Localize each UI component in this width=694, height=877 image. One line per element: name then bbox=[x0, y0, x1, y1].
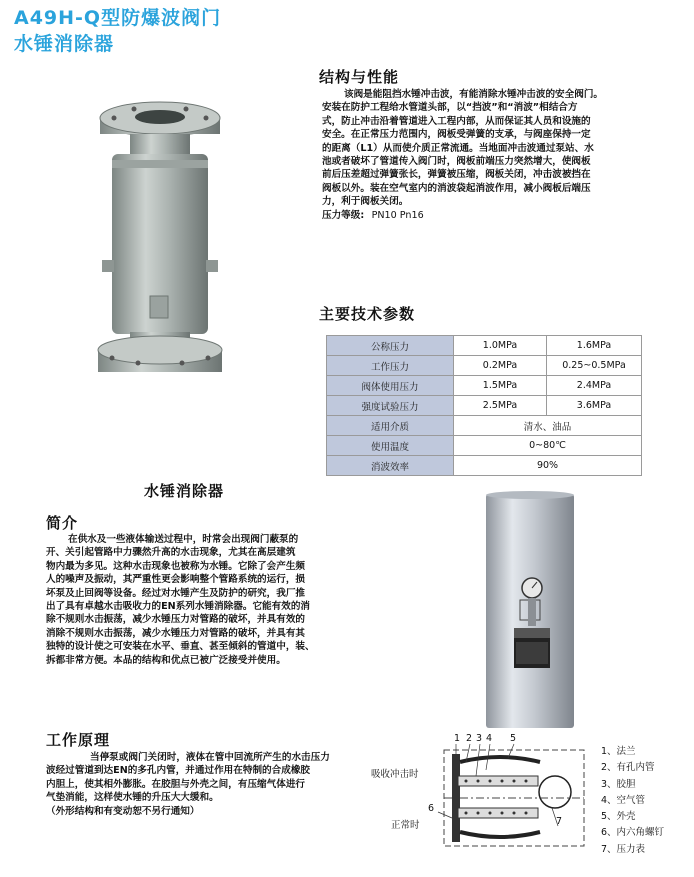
structure-paragraph bbox=[322, 88, 662, 222]
intro-paragraph bbox=[46, 533, 406, 667]
legend-item: 3、胶胆 bbox=[601, 778, 636, 790]
intro-line: 人的噪声及振动，其严重性更会影响整个管路系统的运行，损 bbox=[46, 574, 306, 586]
spec-label: 适用介质 bbox=[327, 416, 454, 436]
intro-line: 拆都非常方便。本品的结构和优点已被广泛接受并使用。 bbox=[46, 654, 286, 666]
hammer-heading: 水锤消除器 bbox=[144, 482, 225, 500]
structure-line: 力，利于阀板关闭。 bbox=[322, 196, 409, 208]
spec-label: 公称压力 bbox=[327, 336, 454, 356]
hammer-arrestor-image bbox=[484, 490, 576, 730]
intro-line: 开、关引起管路中力骤然升高的水击现象，尤其在高层建筑 bbox=[46, 547, 296, 559]
spec-label: 工作压力 bbox=[327, 356, 454, 376]
model-title: A49H-Q型防爆波阀门 bbox=[14, 7, 222, 29]
specs-heading: 主要技术参数 bbox=[319, 305, 416, 323]
intro-line: 除不规则水击振荡，减少水锤压力对管路的破坏，并具有效的 bbox=[46, 614, 306, 626]
principle-line: 内胆上，使其相外膨胀。在胶胆与外壳之间，有压缩气体进行 bbox=[46, 778, 306, 790]
structure-line: 前后压差超过弹簧张长，弹簧被压缩，阀板关闭，冲击波被挡在 bbox=[322, 169, 591, 181]
principle-line: 气垫消能，这样使水锤的升压大大缓和。 bbox=[46, 792, 219, 804]
legend-item: 2、有孔内管 bbox=[601, 762, 655, 774]
structure-line: 的距离（L1）从而使介质正常流通。当地面冲击波通过泵站、水 bbox=[322, 142, 594, 154]
spec-value: 2.5MPa bbox=[454, 396, 547, 416]
diagram-num-3: 3 bbox=[476, 733, 483, 744]
intro-line: 出了具有卓越水击吸收力的EN系列水锤消除器。它能有效的消 bbox=[46, 601, 311, 613]
subtitle: 水锤消除器 bbox=[14, 33, 115, 55]
intro-line: 独特的设计使之可安装在水平、垂直、甚至倾斜的管道中，装、 bbox=[46, 641, 315, 653]
legend-item: 1、法兰 bbox=[601, 746, 636, 757]
legend-item: 7、压力表 bbox=[601, 843, 646, 855]
legend-item: 5、外壳 bbox=[601, 811, 636, 823]
structure-line: 安全。在正常压力范围内，阀板受弹簧的支承，与阀座保持一定 bbox=[322, 129, 591, 141]
legend-item: 6、内六角螺钉 bbox=[601, 827, 665, 839]
spec-value: 0~80℃ bbox=[454, 436, 642, 456]
table-row bbox=[327, 396, 642, 416]
principle-line: 当停泵或阀门关闭时，液体在管中回流所产生的水击压力 bbox=[90, 752, 330, 763]
table-row bbox=[327, 456, 642, 476]
spec-value: 0.2MPa bbox=[454, 356, 547, 376]
principle-line: 波经过管道到达EN的多孔内管，并通过作用在特制的合成橡胶 bbox=[46, 765, 311, 777]
spec-value: 90% bbox=[454, 456, 642, 476]
diagram-num-5: 5 bbox=[510, 733, 517, 744]
spec-label: 使用温度 bbox=[327, 436, 454, 456]
spec-table bbox=[326, 335, 642, 476]
diagram-num-2: 2 bbox=[466, 733, 473, 744]
spec-label: 阀体使用压力 bbox=[327, 376, 454, 396]
spec-value: 清水、油品 bbox=[454, 416, 642, 436]
table-row bbox=[327, 416, 642, 436]
spec-value: 1.0MPa bbox=[454, 336, 547, 356]
legend-item: 4、空气管 bbox=[601, 794, 646, 806]
pressure-grade bbox=[322, 209, 662, 222]
intro-line: 坏泵及止回阀等设备。经过对水锤产生及防护的研究，我厂推 bbox=[46, 587, 306, 599]
principle-paragraph bbox=[46, 751, 406, 818]
pressure-grade-label: 压力等级: bbox=[322, 209, 365, 221]
intro-line: 在供水及一些液体输送过程中，时常会出现阀门蔽泵的 bbox=[68, 534, 299, 545]
spec-label: 强度试验压力 bbox=[327, 396, 454, 416]
principle-diagram bbox=[430, 732, 590, 862]
principle-line: （外形结构和有变动恕不另行通知） bbox=[46, 805, 200, 817]
intro-line: 物内最为多见。这种水击现象也被称为水锤。它除了会产生频 bbox=[46, 560, 306, 572]
structure-heading: 结构与性能 bbox=[319, 68, 400, 86]
table-row bbox=[327, 336, 642, 356]
intro-line: 消除不规则水击振荡，减少水锤压力对管路的破坏，并具有其 bbox=[46, 627, 306, 639]
diagram-num-7: 7 bbox=[556, 816, 563, 827]
structure-line: 安装在防护工程给水管道头部，以“挡波”和“消波”相结合方 bbox=[322, 102, 578, 114]
intro-heading: 简介 bbox=[46, 514, 79, 532]
spec-value: 2.4MPa bbox=[547, 376, 642, 396]
principle-heading: 工作原理 bbox=[46, 731, 111, 749]
diagram-legend bbox=[601, 744, 664, 858]
table-row bbox=[327, 436, 642, 456]
spec-label: 消波效率 bbox=[327, 456, 454, 476]
label-normal: 正常时 bbox=[391, 820, 420, 831]
spec-value: 0.25~0.5MPa bbox=[547, 356, 642, 376]
spec-value: 1.6MPa bbox=[547, 336, 642, 356]
spec-value: 1.5MPa bbox=[454, 376, 547, 396]
label-absorb: 吸收冲击时 bbox=[371, 769, 419, 780]
structure-line: 阀板以外。装在空气室内的消波袋起消波作用，减小阀板后端压 bbox=[322, 182, 591, 194]
structure-line: 式，防止冲击沿着管道进入工程内部，从而保证其人员和设施的 bbox=[322, 115, 591, 127]
diagram-num-4: 4 bbox=[486, 733, 493, 744]
valve-product-image bbox=[94, 100, 234, 390]
structure-line: 该阀是能阻挡水锤冲击波，有能消除水锤冲击波的安全阀门。 bbox=[344, 89, 604, 100]
table-row bbox=[327, 356, 642, 376]
pressure-grade-value: PN10 Pn16 bbox=[371, 209, 424, 221]
table-row bbox=[327, 376, 642, 396]
spec-value: 3.6MPa bbox=[547, 396, 642, 416]
structure-line: 池或者破坏了管道传入阀门时，阀板前端压力突然增大，使阀板 bbox=[322, 156, 591, 168]
diagram-num-1: 1 bbox=[454, 733, 461, 744]
diagram-num-6: 6 bbox=[428, 803, 435, 814]
